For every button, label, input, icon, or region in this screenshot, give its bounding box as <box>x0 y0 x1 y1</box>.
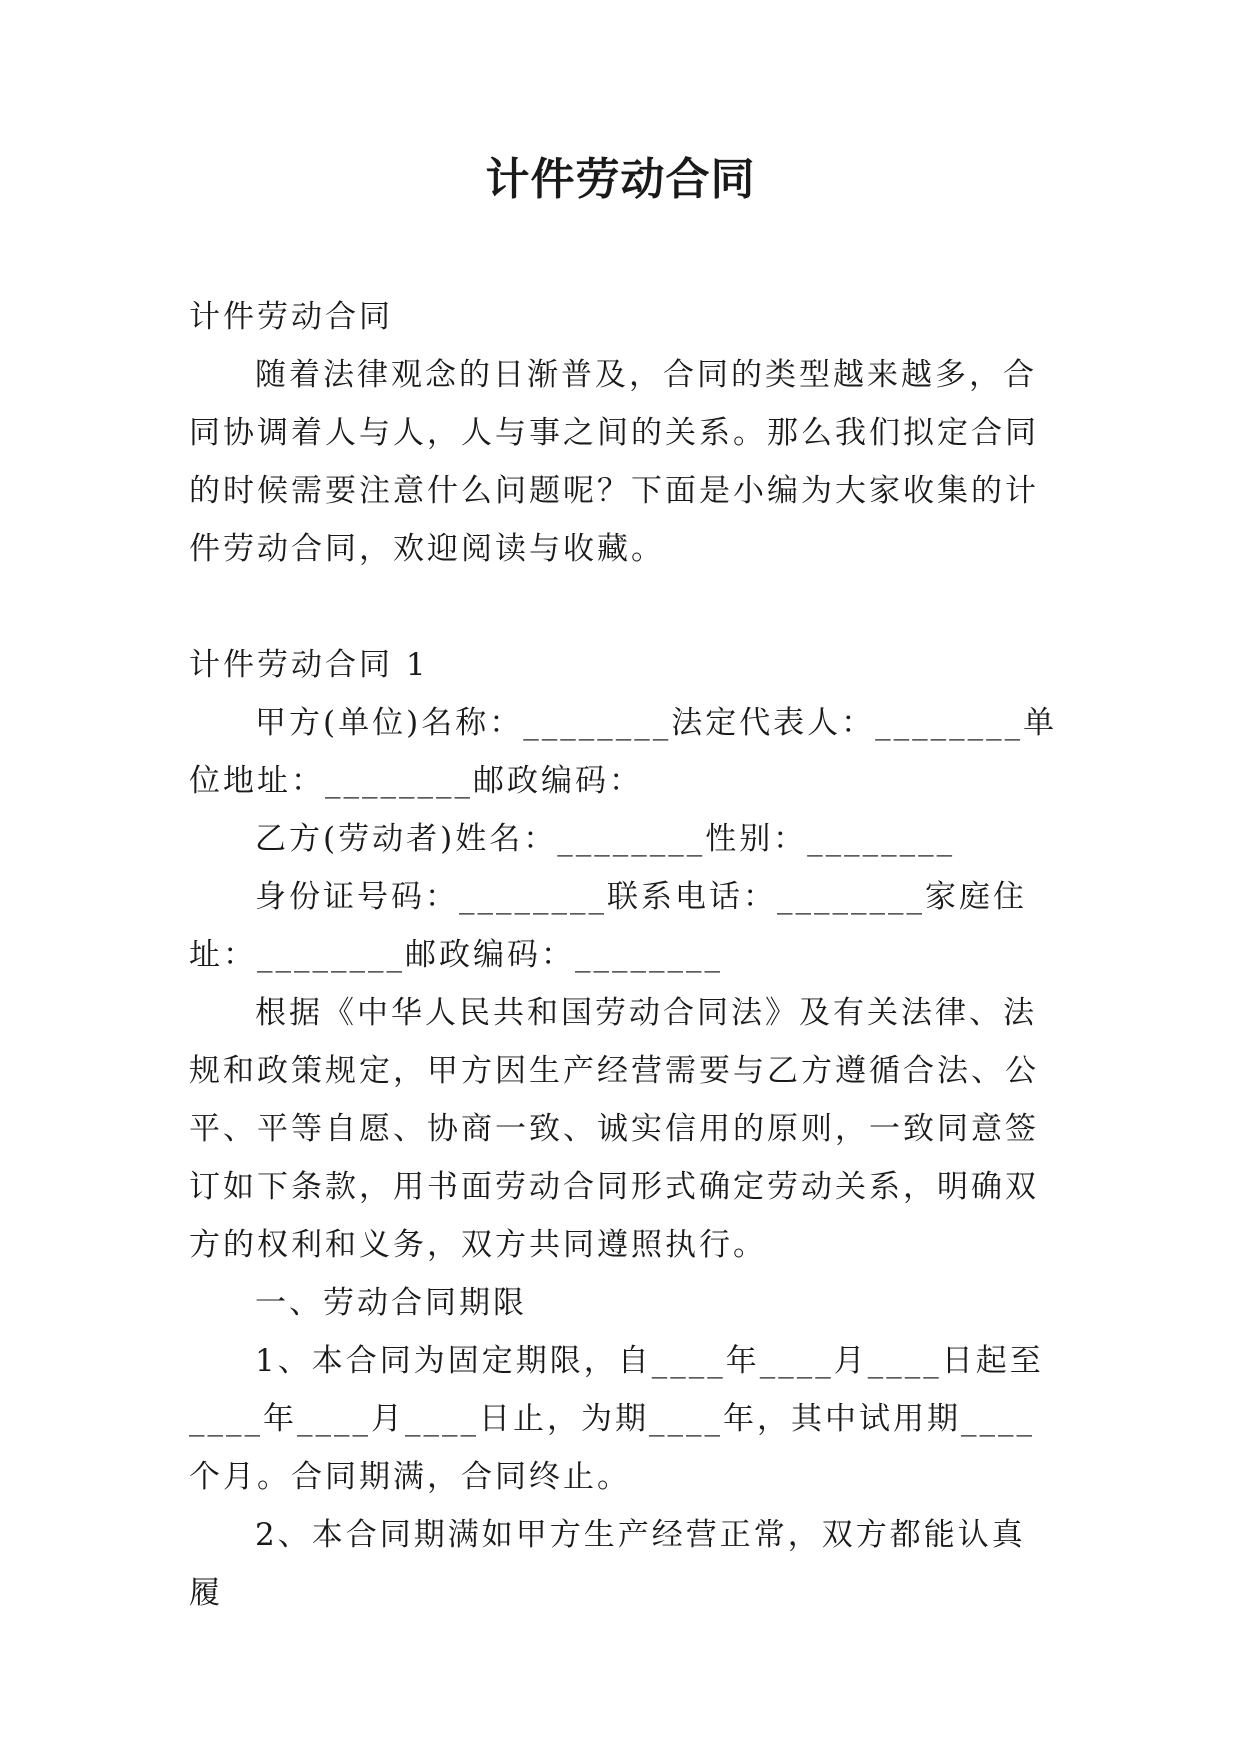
clause-2: 2、本合同期满如甲方生产经营正常，双方都能认真履 <box>189 1517 1026 1611</box>
preamble-paragraph: 根据《中华人民共和国劳动合同法》及有关法律、法规和政策规定，甲方因生产经营需要与乙方遵循合法、公平、平等自愿、协商一致、诚实信用的原则，一致同意签订如下条款，用书面劳动合同形式确定劳动关系，明确双方的权利和义务，双方共同遵照执行。 <box>189 995 1039 1263</box>
document-title: 计件劳动合同 <box>485 154 756 205</box>
party-b-id-fields: 身份证号码：________联系电话：________家庭住址：________邮政编码：________ <box>189 879 1027 973</box>
clause-1: 1、本合同为固定期限，自____年____月____日起至____年____月____日止，为期____年，其中试用期____个月。合同期满，合同终止。 <box>189 1343 1044 1495</box>
document-body <box>189 288 1059 1622</box>
party-a-fields: 甲方(单位)名称：________法定代表人：________单位地址：________邮政编码： <box>189 705 1058 799</box>
section-heading: 计件劳动合同 <box>189 299 393 335</box>
clause-heading-term: 一、劳动合同期限 <box>255 1285 527 1321</box>
contract-heading: 计件劳动合同 1 <box>189 647 429 683</box>
party-b-fields: 乙方(劳动者)姓名：________性别：________ <box>255 821 956 857</box>
intro-paragraph: 随着法律观念的日渐普及，合同的类型越来越多，合同协调着人与人，人与事之间的关系。那么我们拟定合同的时候需要注意什么问题呢？下面是小编为大家收集的计件劳动合同，欢迎阅读与收藏。 <box>189 357 1039 567</box>
